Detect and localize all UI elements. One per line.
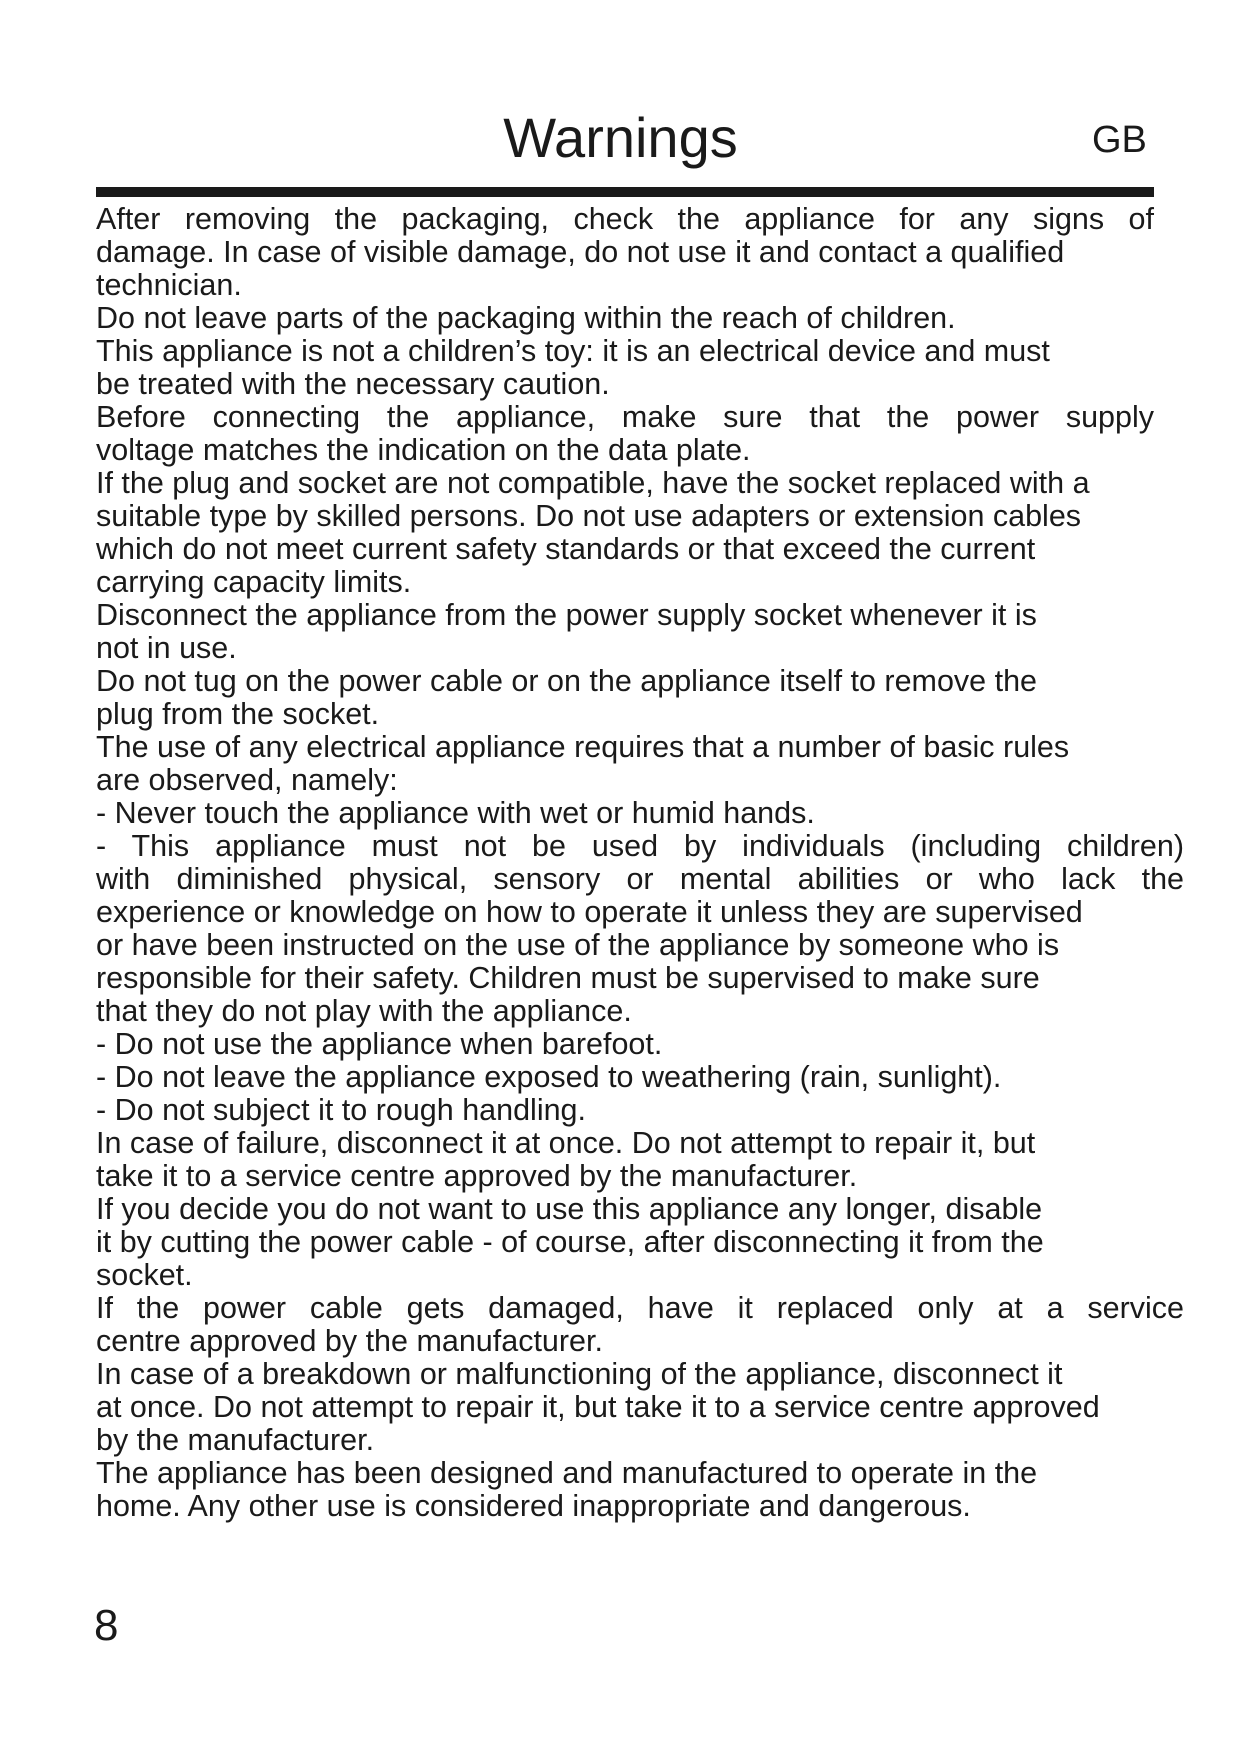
- text-line: In case of failure, disconnect it at once. Do not attempt to repair it, but: [96, 1126, 1036, 1160]
- header-rule: [96, 187, 1154, 197]
- text-line: it by cutting the power cable - of course, after disconnecting it from the: [96, 1225, 1044, 1259]
- text-line: - Do not use the appliance when barefoot.: [96, 1027, 663, 1061]
- text-line: carrying capacity limits.: [96, 565, 412, 599]
- text-line: centre approved by the manufacturer.: [96, 1324, 603, 1358]
- language-code: GB: [1092, 119, 1147, 161]
- warnings-text: [96, 203, 1184, 1523]
- text-line: at once. Do not attempt to repair it, but take it to a service centre approved: [96, 1390, 1100, 1424]
- text-line: Do not leave parts of the packaging within the reach of children.: [96, 301, 956, 335]
- text-line: Before connecting the appliance, make sure that the power supply: [96, 400, 1154, 434]
- text-line: experience or knowledge on how to operate it unless they are supervised: [96, 895, 1083, 929]
- text-line: that they do not play with the appliance.: [96, 994, 632, 1028]
- text-line: technician.: [96, 268, 242, 302]
- text-line: If the power cable gets damaged, have it replaced only at a service: [96, 1291, 1184, 1325]
- text-line: Do not tug on the power cable or on the appliance itself to remove the: [96, 664, 1038, 698]
- text-line: voltage matches the indication on the data plate.: [96, 433, 751, 467]
- text-line: - Never touch the appliance with wet or humid hands.: [96, 796, 815, 830]
- text-line: - This appliance must not be used by individuals (including children): [96, 829, 1184, 863]
- page-title: Warnings: [503, 106, 738, 169]
- text-line: Disconnect the appliance from the power supply socket whenever it is: [96, 598, 1037, 632]
- text-line: The use of any electrical appliance requires that a number of basic rules: [96, 730, 1070, 764]
- text-line: or have been instructed on the use of the appliance by someone who is: [96, 928, 1060, 962]
- text-line: socket.: [96, 1258, 193, 1292]
- text-line: - Do not leave the appliance exposed to weathering (rain, sunlight).: [96, 1060, 1002, 1094]
- text-line: with diminished physical, sensory or mental abilities or who lack the: [96, 862, 1184, 896]
- text-line: are observed, namely:: [96, 763, 398, 797]
- text-line: suitable type by skilled persons. Do not use adapters or extension cables: [96, 499, 1082, 533]
- text-line: After removing the packaging, check the appliance for any signs of: [96, 202, 1154, 236]
- text-line: The appliance has been designed and manufactured to operate in the: [96, 1456, 1038, 1490]
- text-line: which do not meet current safety standards or that exceed the current: [96, 532, 1036, 566]
- text-line: If you decide you do not want to use this appliance any longer, disable: [96, 1192, 1043, 1226]
- text-line: responsible for their safety. Children must be supervised to make sure: [96, 961, 1040, 995]
- text-line: This appliance is not a children’s toy: it is an electrical device and must: [96, 334, 1050, 368]
- text-line: If the plug and socket are not compatible, have the socket replaced with a: [96, 466, 1090, 500]
- text-line: - Do not subject it to rough handling.: [96, 1093, 586, 1127]
- text-line: take it to a service centre approved by the manufacturer.: [96, 1159, 858, 1193]
- page-number: 8: [94, 1601, 119, 1650]
- text-line: by the manufacturer.: [96, 1423, 375, 1457]
- text-line: plug from the socket.: [96, 697, 380, 731]
- text-line: not in use.: [96, 631, 237, 665]
- text-line: In case of a breakdown or malfunctioning of the appliance, disconnect it: [96, 1357, 1063, 1391]
- text-line: be treated with the necessary caution.: [96, 367, 610, 401]
- text-line: home. Any other use is considered inappropriate and dangerous.: [96, 1489, 971, 1523]
- text-line: damage. In case of visible damage, do not use it and contact a qualified: [96, 235, 1065, 269]
